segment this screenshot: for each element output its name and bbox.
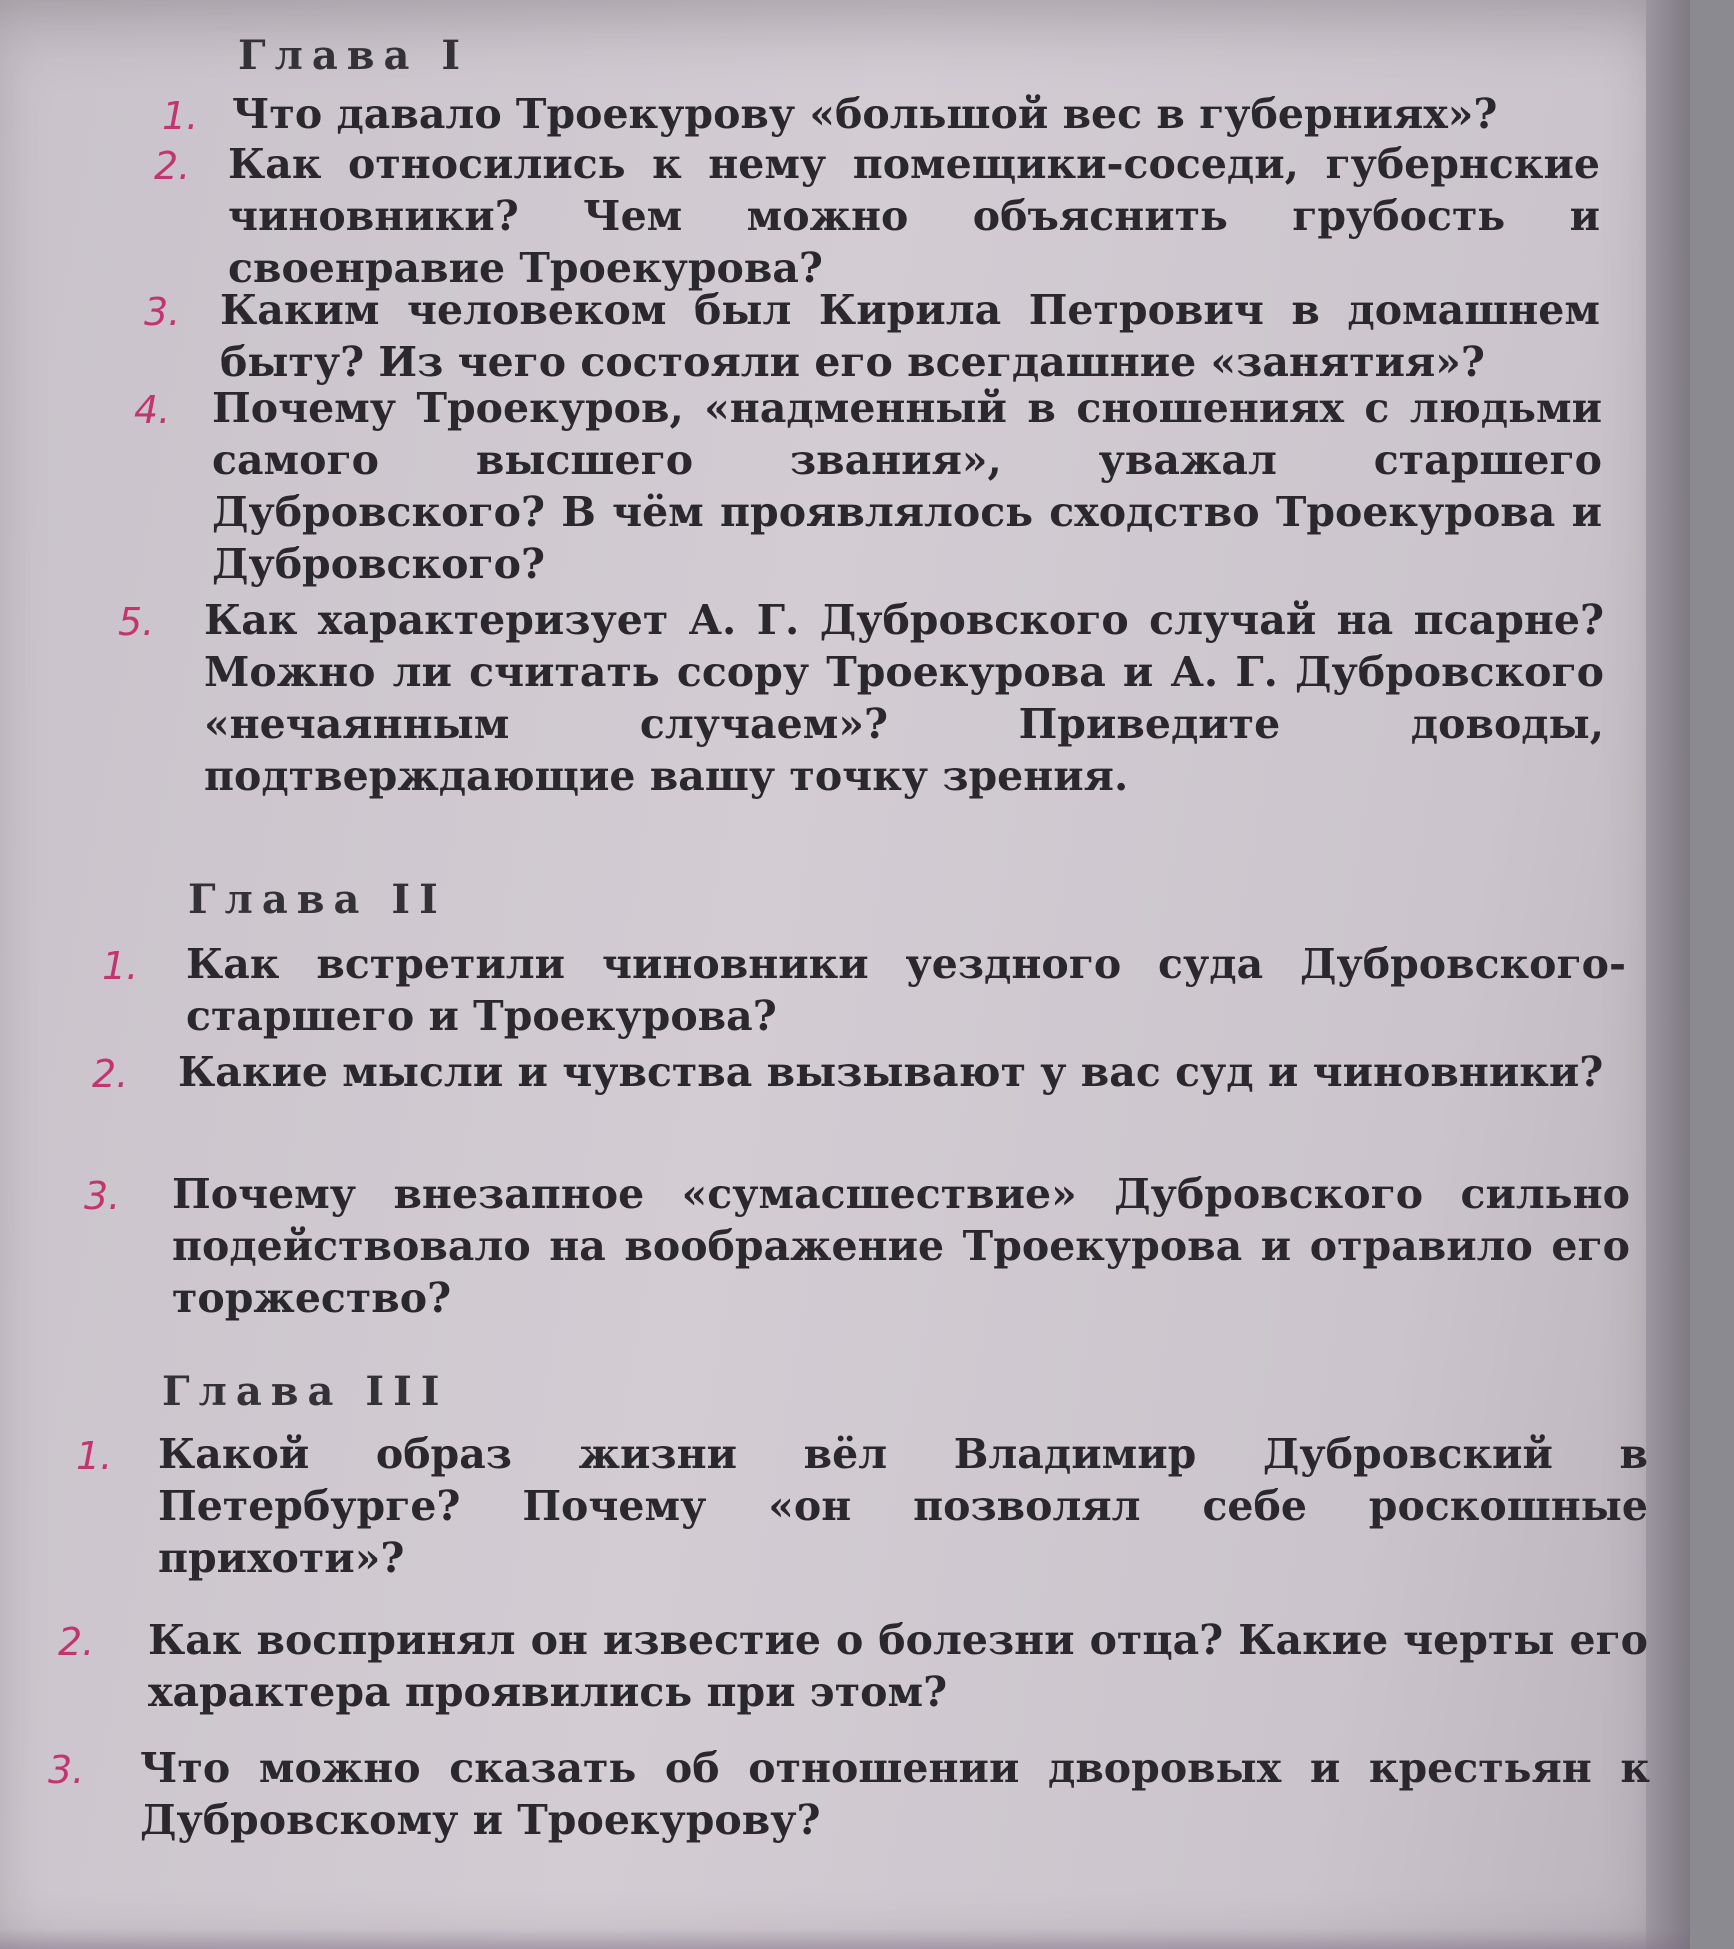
question-text: Какой образ жизни вёл Владимир Дубровский в Петербурге? Почему «он позволял себе роскошные прихоти»? bbox=[158, 1430, 1648, 1582]
question-number: 1. bbox=[162, 94, 199, 138]
question-number: 2. bbox=[58, 1620, 95, 1664]
question-number: 2. bbox=[92, 1052, 129, 1096]
question-text: Почему внезапное «сумасшествие» Дубровского сильно подействовало на воображение Троекурова и отравило его торжество? bbox=[172, 1170, 1630, 1322]
question-item bbox=[58, 1614, 1648, 1718]
question-number: 2. bbox=[154, 144, 191, 188]
question-number: 4. bbox=[134, 388, 171, 432]
question-number: 1. bbox=[76, 1434, 113, 1478]
question-number: 5. bbox=[118, 600, 155, 644]
question-item bbox=[84, 1168, 1630, 1324]
question-text: Как характеризует А. Г. Дубровского случай на псарне? Можно ли считать ссору Троекурова и А. Г. Дубровского «нечаянным случаем»? Приведите доводы, подтверждающие вашу точку зрения. bbox=[204, 596, 1604, 800]
question-item bbox=[154, 138, 1600, 294]
question-text: Что давало Троекурову «большой вес в губерниях»? bbox=[232, 90, 1498, 138]
question-text: Как относились к нему помещики-соседи, губернские чиновники? Чем можно объяснить грубость и своенравие Троекурова? bbox=[228, 140, 1600, 292]
question-item bbox=[118, 594, 1604, 802]
question-number: 3. bbox=[84, 1174, 121, 1218]
question-item bbox=[92, 1046, 1628, 1098]
question-item bbox=[102, 938, 1626, 1042]
question-text: Какие мысли и чувства вызывают у вас суд и чиновники? bbox=[178, 1048, 1604, 1096]
chapter-title: Глава II bbox=[188, 876, 447, 923]
question-text: Что можно сказать об отношении дворовых и крестьян к Дубровскому и Троекурову? bbox=[140, 1744, 1650, 1844]
question-item bbox=[144, 284, 1600, 388]
question-text: Каким человеком был Кирила Петрович в домашнем быту? Из чего состояли его всегдашние «занятия»? bbox=[220, 286, 1600, 386]
question-text: Как встретили чиновники уездного суда Дубровского-старшего и Троекурова? bbox=[186, 940, 1626, 1040]
question-text: Почему Троекуров, «надменный в сношениях с людьми самого высшего звания», уважал старшего Дубровского? В чём проявлялось сходство Троекурова и Дубровского? bbox=[212, 384, 1602, 588]
question-number: 3. bbox=[144, 290, 181, 334]
chapter-title: Глава III bbox=[162, 1368, 449, 1415]
question-number: 3. bbox=[48, 1748, 85, 1792]
page-bottom-shadow bbox=[0, 1929, 1690, 1949]
question-text: Как воспринял он известие о болезни отца? Какие черты его характера проявились при этом? bbox=[148, 1616, 1648, 1716]
question-item bbox=[76, 1428, 1648, 1584]
question-item bbox=[134, 382, 1602, 590]
question-item bbox=[48, 1742, 1650, 1846]
chapter-title: Глава I bbox=[238, 32, 470, 79]
question-item bbox=[162, 88, 1602, 140]
question-number: 1. bbox=[102, 944, 139, 988]
page-edge bbox=[1646, 0, 1690, 1949]
